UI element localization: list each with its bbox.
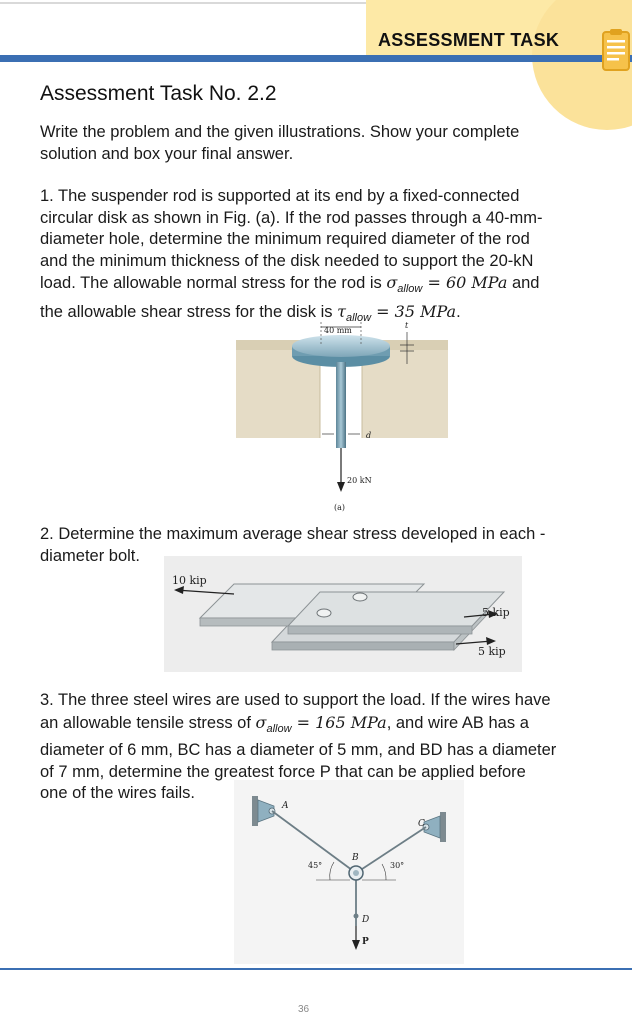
problem-3-line: 3. The three steel wires are used to support the load. If the wires have: [40, 691, 551, 709]
instructions: [40, 122, 519, 165]
d-label: d: [366, 431, 372, 440]
problem-3-line: one of the wires fails.: [40, 784, 195, 802]
figure-a-caption: (a): [334, 503, 346, 512]
allow-subscript: allow: [346, 311, 372, 324]
instructions-line: Write the problem and the given illustrations. Show your complete: [40, 123, 520, 141]
allow-subscript: allow: [266, 722, 292, 735]
problem-1-text-fragment: and: [507, 274, 540, 292]
sigma-value: = 165 MPa: [291, 712, 387, 732]
rod: [336, 362, 346, 448]
problem-1-text-fragment: the allowable shear stress for the disk is: [40, 302, 338, 321]
label-b: B: [352, 853, 359, 863]
problem-3-text-fragment: an allowable tensile stress of: [40, 713, 256, 732]
problem-2-line: 2. Determine the maximum average shear stress developed in each -: [40, 525, 546, 543]
figure-a-suspender-rod: [232, 318, 452, 518]
problem-2-line: diameter bolt.: [40, 546, 140, 565]
label-d: D: [362, 915, 370, 925]
figure-three-wires: [234, 780, 464, 964]
footer-divider: [0, 968, 632, 970]
tau-symbol: τ: [337, 301, 346, 321]
problem-1-line: and the minimum thickness of the disk needed to support the 20-kN: [40, 251, 534, 270]
problem-1-line: 1. The suspender rod is supported at its end by a fixed-connected: [40, 187, 520, 205]
sigma-symbol: σ: [386, 273, 398, 292]
clipboard-icon: [602, 28, 630, 72]
problem-3-text-fragment: , and wire AB has a: [386, 713, 529, 732]
problem-3-line: diameter of 6 mm, BC has a diameter of 5 mm, and BD has a diameter: [40, 741, 557, 759]
problem-3-line: of 7 mm, determine the greatest force P that can be applied before: [40, 762, 526, 781]
angle-30-label: 30°: [390, 861, 405, 870]
sigma-symbol: σ: [255, 712, 267, 732]
sigma-value: = 60 MPa: [422, 273, 508, 292]
label-a: A: [282, 801, 289, 811]
load-5kip-top-label: 5 kip: [482, 606, 510, 619]
load-5kip-bottom-label: 5 kip: [478, 645, 506, 658]
header-bar: [0, 55, 632, 62]
tau-value: = 35 MPa: [371, 301, 457, 321]
problem-1-text: [40, 186, 543, 329]
banner-title: ASSESSMENT TASK: [378, 30, 560, 50]
problem-1-line: diameter hole, determine the minimum required diameter of the rod: [40, 230, 530, 248]
problem-3-line: [40, 712, 556, 741]
problem-1-text-fragment: load. The allowable normal stress for the rod is: [40, 274, 387, 292]
task-title: Assessment Task No. 2.2: [40, 82, 277, 105]
load-20kn-label: 20 kN: [347, 476, 372, 485]
dim-40mm-label: 40 mm: [324, 326, 352, 335]
t-label: t: [405, 321, 409, 330]
problem-1-line: circular disk as shown in Fig. (a). If the rod passes through a 40-mm-: [40, 208, 543, 227]
label-c: C: [418, 819, 425, 829]
wall-left: [252, 796, 258, 826]
problem-1-text-fragment: .: [456, 302, 461, 321]
instructions-line: solution and box your final answer.: [40, 144, 294, 163]
label-p: P: [362, 937, 369, 947]
wall-right: [440, 812, 446, 842]
angle-45-label: 45°: [308, 861, 323, 870]
page-number: 36: [298, 1004, 310, 1015]
disk-top: [292, 335, 390, 357]
allow-subscript: allow: [397, 283, 423, 295]
problem-1-line: [40, 272, 543, 301]
figure-lap-joint: [164, 556, 522, 672]
load-10kip-label: 10 kip: [172, 574, 207, 587]
